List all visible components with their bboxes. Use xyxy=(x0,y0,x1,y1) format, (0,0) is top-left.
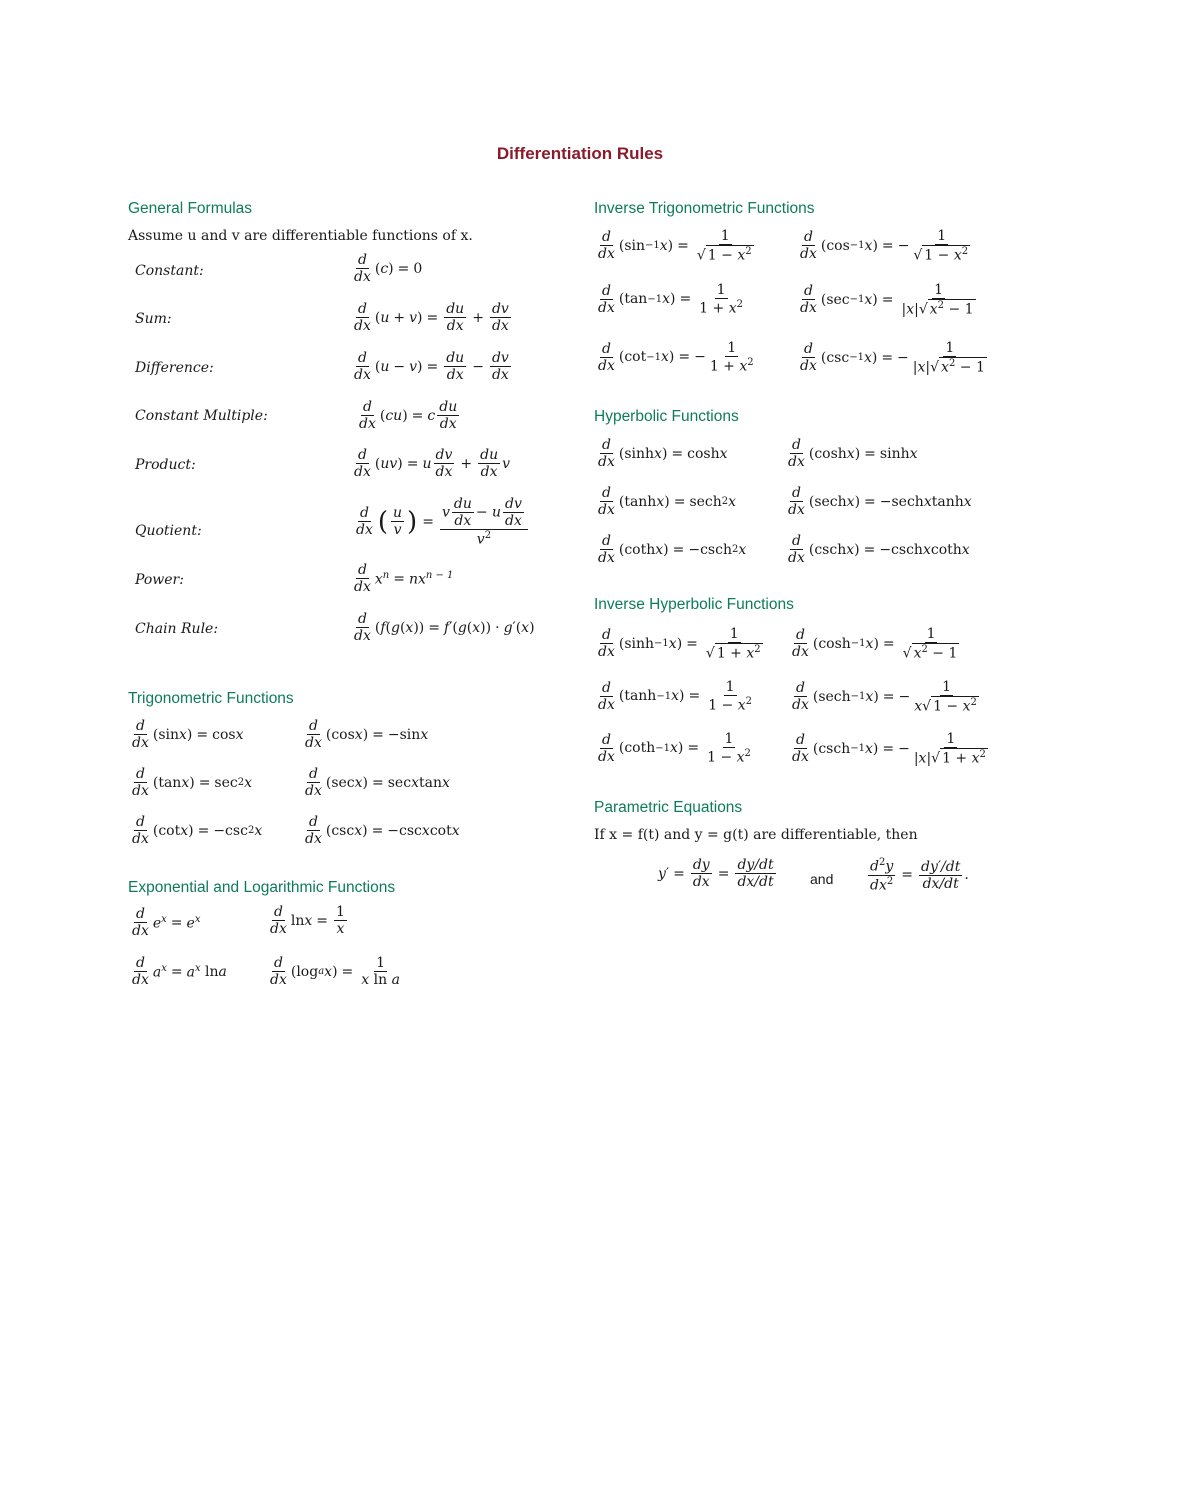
chain-rule-label: Chain Rule: xyxy=(135,621,219,637)
chain-rule-formula: $\frac{d}{dx}$ ( f ( g ( x )) = f ′( g ( x )) · g ′( x ) xyxy=(354,611,535,645)
inv-trig-arctan: $\frac{d}{dx}$ (tan −1 x ) = $\frac{1}{1 + x^2}$ xyxy=(598,282,743,317)
constant-label: Constant: xyxy=(135,263,204,279)
parametric-heading: Parametric Equations xyxy=(594,799,743,816)
general-formulas-heading: General Formulas xyxy=(128,200,253,217)
trig-sin: $\frac{d}{dx}$ (sin x ) = cos x xyxy=(132,718,244,752)
inv-trig-arccsc: $\frac{d}{dx}$ (csc −1 x ) = − $\frac{1}{|x|√ x^2 - 1}$ xyxy=(800,340,985,376)
inv-hyp-arcsch: $\frac{d}{dx}$ (csch −1 x ) = − $\frac{1}{|x|√ 1 + x^2}$ xyxy=(792,731,986,767)
inv-hyp-artanh: $\frac{d}{dx}$ (tanh −1 x ) = $\frac{1}{1 - x^2}$ xyxy=(598,679,753,714)
hyp-cosh: $\frac{d}{dx}$ (cosh x ) = sinh x xyxy=(788,437,918,471)
exp-e: $\frac{d}{dx}$ $e^x$ = $e^x$ xyxy=(132,906,201,940)
constant-multiple-formula: $\frac{d}{dx}$ ( cu ) = c $\frac{du}{dx}$ xyxy=(359,399,458,433)
sum-formula: $\frac{d}{dx}$ ( u + v ) = $\frac{du}{dx}$ + $\frac{dv}{dx}$ xyxy=(354,301,509,335)
power-formula: $\frac{d}{dx}$ $x^n$ = $nx^{n - 1}$ xyxy=(354,562,454,596)
trig-csc: $\frac{d}{dx}$ (csc x ) = −csc x cot x xyxy=(305,814,460,848)
log-ln: $\frac{d}{dx}$ ln x = $\frac{1}{x}$ xyxy=(270,904,345,938)
trig-cos: $\frac{d}{dx}$ (cos x ) = −sin x xyxy=(305,718,429,752)
inv-trig-arccot: $\frac{d}{dx}$ (cot −1 x ) = − $\frac{1}{1 + x^2}$ xyxy=(598,340,754,375)
trig-cot: $\frac{d}{dx}$ (cot x ) = −csc 2 x xyxy=(132,814,263,848)
sum-label: Sum: xyxy=(135,311,172,327)
inv-hyp-arcosh: $\frac{d}{dx}$ (cosh −1 x ) = $\frac{1}{√ x^2 - 1}$ xyxy=(792,626,958,662)
quotient-formula: $\frac{d}{dx}$ ( $\frac{u}{v}$ ) = v $\frac{du}{dx}$ − u $\frac{dv}{dx}$ $v^2$ xyxy=(352,496,530,548)
page-title: Differentiation Rules xyxy=(496,144,664,163)
power-label: Power: xyxy=(135,572,184,588)
hyperbolic-heading: Hyperbolic Functions xyxy=(594,408,739,425)
inv-trig-heading: Inverse Trigonometric Functions xyxy=(594,200,815,217)
constant-multiple-label: Constant Multiple: xyxy=(135,408,268,424)
difference-formula: $\frac{d}{dx}$ ( u − v ) = $\frac{du}{dx}$ − $\frac{dv}{dx}$ xyxy=(354,350,509,384)
trig-sec: $\frac{d}{dx}$ (sec x ) = sec x tan x xyxy=(305,766,450,800)
difference-label: Difference: xyxy=(135,360,214,376)
parametric-intro: If x = f(t) and y = g(t) are differentiable, then xyxy=(594,827,918,843)
product-label: Product: xyxy=(135,457,196,473)
general-intro: Assume u and v are differentiable functions of x. xyxy=(128,228,473,244)
inv-hyp-arsech: $\frac{d}{dx}$ (sech −1 x ) = − $\frac{1}{x√ 1 - x^2}$ xyxy=(792,679,977,715)
parametric-first-derivative: y ′ = $\frac{dy}{dx}$ = $\frac{dy/dt}{dx/dt}$ xyxy=(658,857,774,891)
hyp-coth: $\frac{d}{dx}$ (coth x ) = −csch 2 x xyxy=(598,533,747,567)
hyp-sech: $\frac{d}{dx}$ (sech x ) = −sech x tanh x xyxy=(788,485,972,519)
log-loga: $\frac{d}{dx}$ (log a x ) = $\frac{1}{\text{x ln a}}$ xyxy=(270,955,400,989)
inv-hyperbolic-heading: Inverse Hyperbolic Functions xyxy=(594,596,794,613)
inv-hyp-arcoth: $\frac{d}{dx}$ (coth −1 x ) = $\frac{1}{1 - x^2}$ xyxy=(598,731,751,766)
parametric-second-derivative: $\frac{d^2y}{dx^2}$ = $\frac{dy'/dt}{dx/dt}$ . xyxy=(870,857,969,894)
hyp-tanh: $\frac{d}{dx}$ (tanh x ) = sech 2 x xyxy=(598,485,737,519)
inv-trig-arcsec: $\frac{d}{dx}$ (sec −1 x ) = $\frac{1}{|x|√ x^2 - 1}$ xyxy=(800,282,974,318)
parametric-and: and xyxy=(810,871,834,887)
quotient-label: Quotient: xyxy=(135,523,202,539)
trig-tan: $\frac{d}{dx}$ (tan x ) = sec 2 x xyxy=(132,766,253,800)
inv-hyp-arsinh: $\frac{d}{dx}$ (sinh −1 x ) = $\frac{1}{√ 1 + x^2}$ xyxy=(598,626,761,662)
constant-formula: $\frac{d}{dx}$ ( c ) = 0 xyxy=(354,252,423,286)
hyp-sinh: $\frac{d}{dx}$ (sinh x ) = cosh x xyxy=(598,437,728,471)
inv-trig-arccos: $\frac{d}{dx}$ (cos −1 x ) = − $\frac{1}{√ 1 - x^2}$ xyxy=(800,228,969,264)
exp-a: $\frac{d}{dx}$ $a^x$ = $a^x$ ln a xyxy=(132,955,227,989)
explog-heading: Exponential and Logarithmic Functions xyxy=(128,879,396,896)
hyp-csch: $\frac{d}{dx}$ (csch x ) = −csch x coth x xyxy=(788,533,970,567)
product-formula: $\frac{d}{dx}$ ( uv ) = u $\frac{dv}{dx}$ + $\frac{du}{dx}$ v xyxy=(354,447,511,481)
trig-heading: Trigonometric Functions xyxy=(128,690,294,707)
inv-trig-arcsin: $\frac{d}{dx}$ (sin −1 x ) = $\frac{1}{√ 1 - x^2}$ xyxy=(598,228,752,264)
